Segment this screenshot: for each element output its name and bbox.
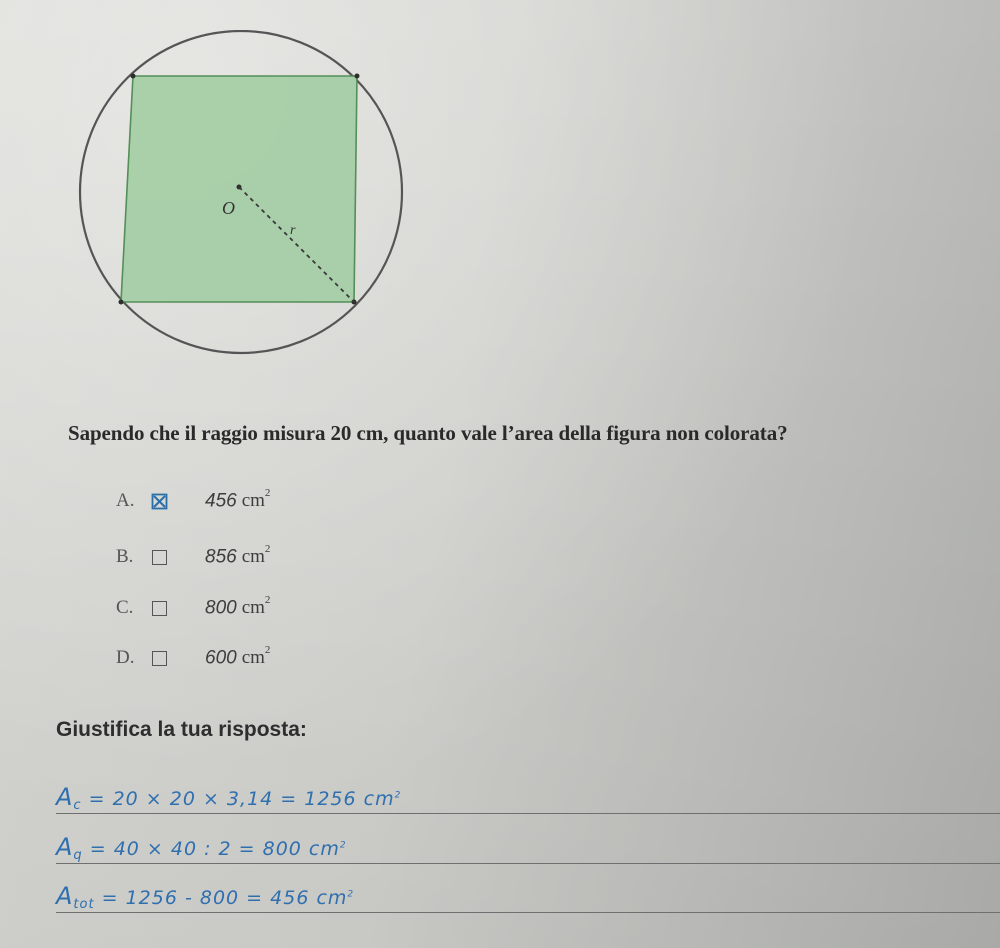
unit-exponent: 2 [264, 486, 271, 499]
option-number: 600 [205, 647, 237, 669]
justify-label: Giustifica la tua risposta: [56, 718, 307, 741]
unit-exponent: 2 [264, 643, 271, 656]
hw-subscript: tot [73, 897, 95, 912]
handwritten-formula [56, 833, 347, 861]
hw-symbol: A [56, 833, 74, 861]
unit-text: cm [241, 490, 265, 512]
unit-exponent: 2 [264, 593, 271, 606]
unit-text: cm [241, 597, 265, 619]
checkbox-empty[interactable] [152, 550, 167, 565]
option-unit [241, 643, 271, 669]
handwritten-formula [56, 783, 401, 811]
checkbox-empty[interactable] [152, 601, 167, 616]
option-letter: A. [116, 490, 135, 511]
option-number: 856 [205, 546, 237, 568]
hw-symbol: A [56, 882, 74, 910]
checkbox-empty[interactable] [152, 651, 167, 666]
unit-text: cm [241, 647, 265, 669]
option-c[interactable] [116, 593, 270, 623]
vertex-dot [355, 74, 360, 79]
hw-subscript: q [73, 848, 83, 863]
option-unit [241, 593, 271, 619]
hw-exponent: 2 [394, 790, 402, 801]
option-unit [241, 542, 271, 568]
option-value [205, 486, 271, 512]
radius-label: r [290, 223, 296, 238]
vertex-dot [131, 74, 136, 79]
checkbox-checked[interactable] [152, 494, 167, 509]
option-d[interactable] [116, 643, 270, 673]
option-number: 800 [205, 597, 237, 619]
hw-symbol: A [56, 783, 74, 811]
option-value [205, 593, 271, 619]
center-label: O [222, 198, 235, 218]
answer-line[interactable] [56, 823, 1000, 864]
option-a[interactable] [116, 486, 270, 516]
question-text: Sapendo che il raggio misura 20 cm, quanto vale l’area della figura non colorata? [68, 421, 788, 445]
hw-expression: = 20 × 20 × 3,14 = 1256 cm [88, 788, 395, 810]
hw-exponent: 2 [339, 840, 347, 851]
geometry-figure [78, 30, 410, 355]
handwritten-formula [56, 882, 354, 910]
answer-line[interactable] [56, 872, 1000, 913]
option-value [205, 542, 271, 568]
hw-exponent: 2 [347, 889, 355, 900]
option-b[interactable] [116, 542, 270, 572]
checkmark-x-icon [151, 493, 168, 510]
unit-text: cm [241, 546, 265, 568]
vertex-dot [119, 300, 124, 305]
option-unit [241, 486, 271, 512]
hw-subscript: c [73, 798, 82, 813]
option-number: 456 [205, 490, 237, 512]
hw-expression: = 1256 - 800 = 456 cm [101, 887, 348, 909]
option-letter: B. [116, 546, 134, 567]
option-letter: D. [116, 647, 135, 668]
unit-exponent: 2 [264, 542, 271, 555]
option-letter: C. [116, 597, 134, 618]
answer-line[interactable] [56, 773, 1000, 814]
option-value [205, 643, 271, 669]
hw-expression: = 40 × 40 : 2 = 800 cm [89, 838, 340, 860]
